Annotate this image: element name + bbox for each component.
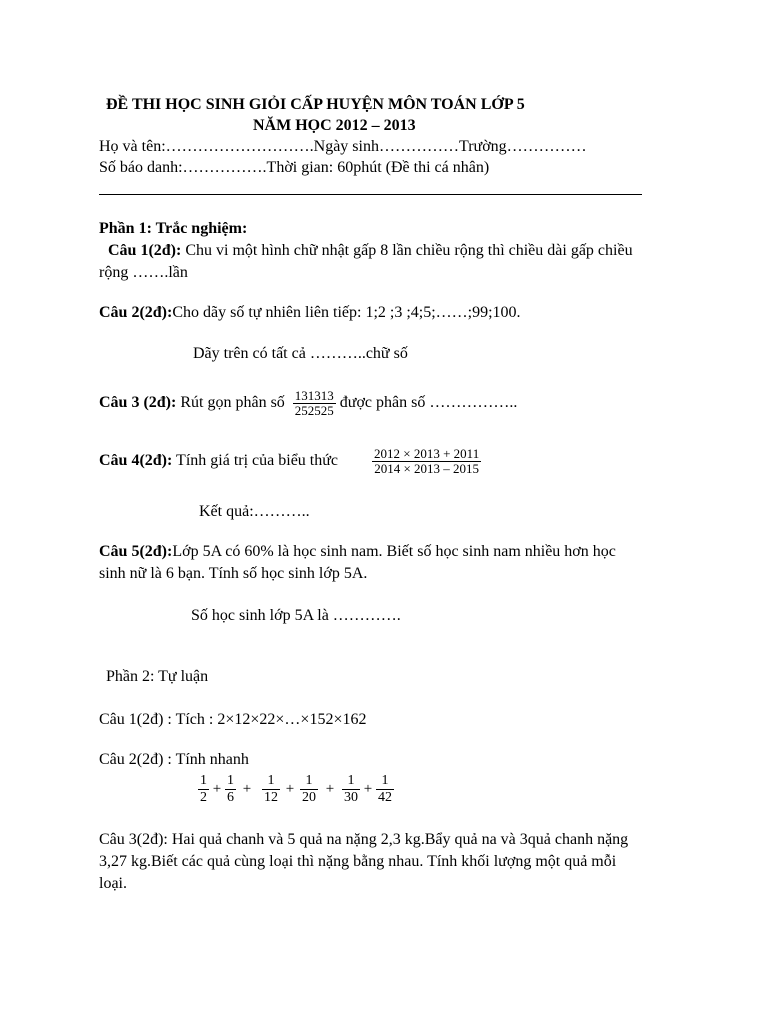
fraction-2-num: 1: [227, 772, 234, 788]
fraction-3: [262, 773, 280, 806]
essay-question-3: Câu 3(2đ): Hai quả chanh và 5 quả na nặng 2,3 kg.Bẩy quả na và 3quả chanh nặng: [99, 831, 629, 848]
plus-sign: +: [212, 781, 222, 798]
question-3: [99, 386, 517, 420]
q4-denominator: 2014 × 2013 – 2015: [374, 460, 480, 476]
q2-text: Cho dãy số tự nhiên liên tiếp: 1;2 ;3 ;4;5;……;99;100.: [172, 304, 521, 321]
q4-fraction: [372, 447, 481, 476]
part1-title: Phần 1: Trắc nghiệm:: [99, 220, 248, 237]
q4-text: Tính giá trị của biểu thức: [172, 452, 339, 469]
fraction-5-den: 30: [344, 789, 358, 805]
q1-text: Chu vi một hình chữ nhật gấp 8 lần chiều rộng thì chiều dài gấp chiều: [181, 242, 633, 259]
header-divider: [99, 194, 642, 195]
q5-text: Lớp 5A có 60% là học sinh nam. Biết số học sinh nam nhiều hơn học: [172, 543, 616, 560]
essay-question-1: Câu 1(2đ) : Tích : 2×12×22×…×152×162: [99, 711, 367, 728]
q5-text-cont: sinh nữ là 6 bạn. Tính số học sinh lớp 5A.: [99, 565, 368, 582]
plus-sign: +: [363, 781, 373, 798]
q3-fraction: [293, 389, 336, 418]
fraction-3-num: 1: [267, 772, 275, 788]
question-1: [108, 241, 633, 261]
fraction-1-num: 1: [200, 772, 207, 788]
school-year: NĂM HỌC 2012 – 2013: [253, 117, 416, 134]
q3-tail: được phân số ……………..: [335, 394, 518, 411]
student-info-line: Họ và tên:……………………….Ngày sinh……………Trường……………: [99, 138, 587, 155]
fraction-2-den: 6: [227, 789, 234, 805]
fraction-6-den: 42: [378, 789, 392, 805]
question-5: [99, 542, 616, 562]
exam-title: ĐỀ THI HỌC SINH GIỎI CẤP HUYỆN MÔN TOÁN LỚP 5: [106, 96, 525, 113]
question-2: [99, 303, 521, 323]
essay-question-2: Câu 2(2đ) : Tính nhanh: [99, 751, 249, 768]
q3-label: Câu 3 (2đ):: [99, 394, 177, 411]
fraction-1: [198, 773, 209, 806]
fraction-3-den: 12: [264, 789, 278, 805]
q1-label: Câu 1(2đ):: [108, 242, 182, 259]
fraction-6-num: 1: [381, 772, 389, 788]
q2-label: Câu 2(2đ):: [99, 304, 173, 321]
part2-title: Phần 2: Tự luận: [106, 668, 209, 685]
plus-sign: +: [325, 781, 335, 798]
fraction-2: [225, 773, 236, 806]
q4-label: Câu 4(2đ):: [99, 452, 173, 469]
essay-question-3-end: loại.: [99, 875, 127, 892]
q3-text: Rút gọn phân số: [176, 394, 285, 411]
fraction-4-num: 1: [305, 772, 313, 788]
q3-denominator: 252525: [294, 402, 334, 418]
fraction-4: [300, 773, 318, 806]
fraction-1-den: 2: [200, 789, 207, 805]
question-4: [99, 444, 481, 478]
q1-text-cont: rộng …….lần: [99, 264, 188, 281]
fraction-5: [342, 773, 360, 806]
q5-label: Câu 5(2đ):: [99, 543, 173, 560]
candidate-info-line: Số báo danh:…………….Thời gian: 60phút (Đề thi cá nhân): [99, 159, 490, 176]
fraction-4-den: 20: [302, 789, 316, 805]
q5-answer: Số học sinh lớp 5A là ………….: [191, 607, 401, 624]
fraction-6: [376, 773, 394, 806]
fraction-sum: [198, 771, 394, 807]
q4-numerator: 2012 × 2013 + 2011: [374, 445, 480, 461]
essay-question-3-cont: 3,27 kg.Biết các quả cùng loại thì nặng bằng nhau. Tính khối lượng một quả mỗi: [99, 853, 617, 870]
q3-numerator: 131313: [294, 387, 334, 403]
plus-sign: +: [242, 781, 252, 798]
q2-answer: Dãy trên có tất cả ………..chữ số: [193, 345, 408, 362]
plus-sign: +: [285, 781, 295, 798]
fraction-5-num: 1: [347, 772, 355, 788]
q4-answer: Kết quả:………..: [199, 503, 310, 520]
